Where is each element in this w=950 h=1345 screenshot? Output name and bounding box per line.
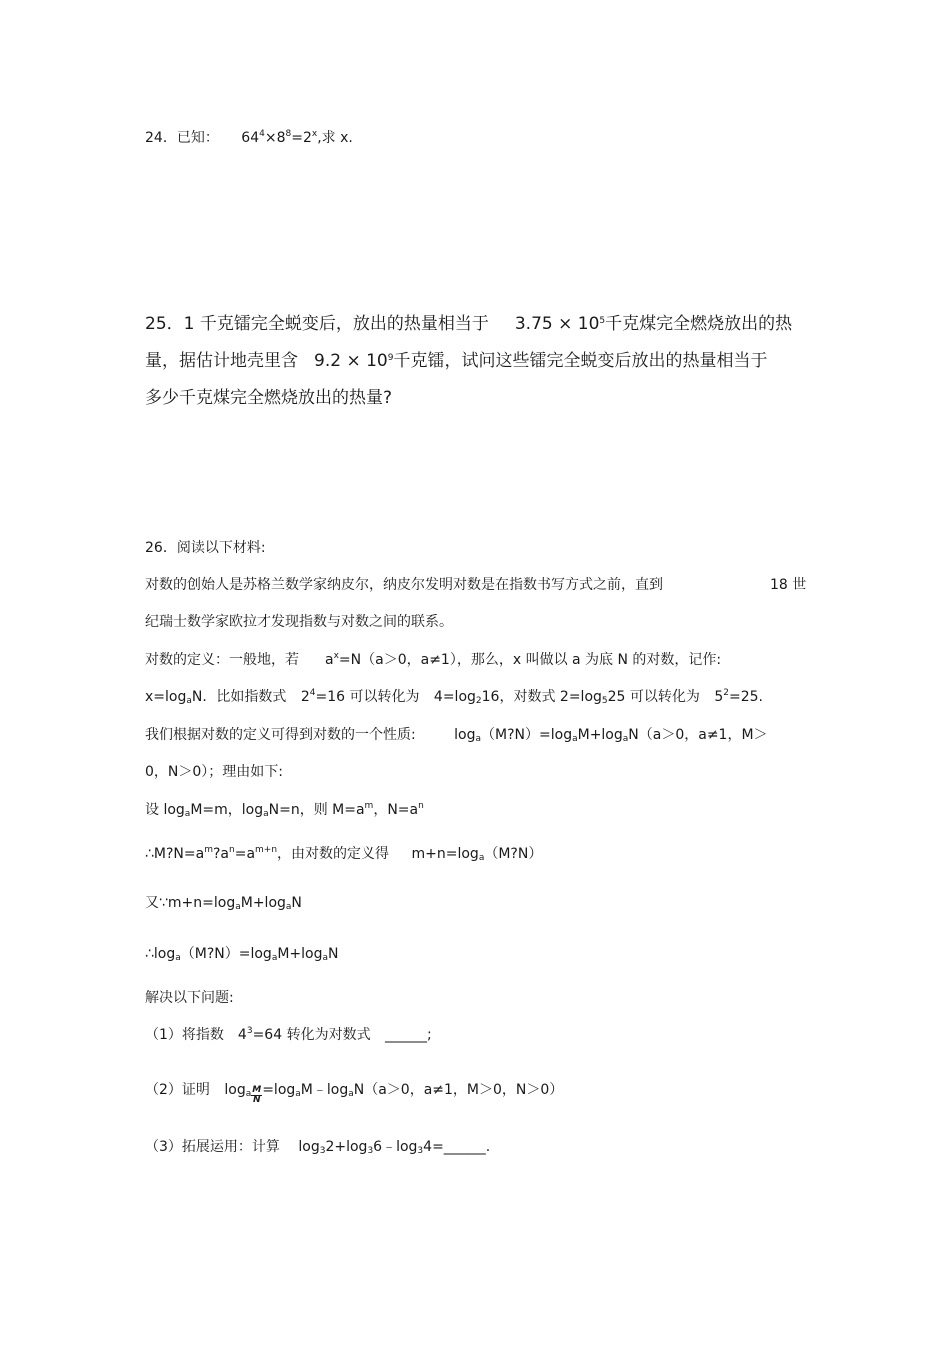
q26-example: $x=\log_aN$．比如指数式 $2^4=16$ 可以转化为 $4=\log_216$，对数式 $2=\log_525$ 可以转化为 $5^2=25$. [145,688,764,706]
q26-solve-heading: 解决以下问题: [145,990,234,1006]
q26-property-2: 0，N＞0）；理由如下: [145,764,284,780]
fraction-m-over-n: $\frac{M}{N}$ [252,1085,262,1105]
q24-number: 24． [145,130,177,146]
q26-property: 我们根据对数的定义可得到对数的一个性质: $\log_a(M?N)=\log_aM+\log_aN(a>0$，a≠1，M＞ [145,727,768,744]
q26-also: 又$\because m+n=\log_aM+\log_aN$ [145,895,302,912]
q26-sub-3: （3）拓展运用：计算 $\log_32+\log_36﹣\log_34=\_\_\_\_\_\_$. [145,1139,491,1156]
q26-setup: 设 $\log_aM=m$，$\log_aN=n$，则 $M=a^m$，$N=a^n$ [145,801,424,819]
q26-definition: 对数的定义：一般地，若 $a^x=N(a>0$，a≠1），那么，x 叫做以 a 为底 N 的对数，记作: [145,651,722,668]
q25-line-1: 25．1 千克镭完全蜕变后，放出的热量相当于 $3.75 \times 10^5$千克煤完全燃烧放出的热 [145,314,793,334]
q26-therefore-1: $\therefore M?N=a^m?a^n=a^{m+n}$，由对数的定义得 $m+n=\log_a(M?N)$ [145,845,543,863]
q26-sub-1: （1）将指数 $4^3=64$ 转化为对数式 ______; [145,1026,432,1043]
q26-para-1a: 对数的创始人是苏格兰数学家纳皮尔，纳皮尔发明对数是在指数书写方式之前，直到 [145,577,663,593]
q26-para-1b: 18 世 [770,577,807,593]
q26-title: 26．阅读以下材料: [145,540,266,556]
answer-blank-1[interactable]: ______ [385,1027,428,1043]
q24-line: 24．已知： $64^4\times 8^8=2^x$,求 x. [145,129,353,146]
q26-sub-2: （2）证明 $\log_a$ $\frac{M}{N}$ $=\log_aM﹣\log_aN(a>0$，a≠1，M＞0，N＞0） [145,1082,564,1105]
q26-para-2: 纪瑞士数学家欧拉才发现指数与对数之间的联系。 [145,614,453,630]
answer-blank-3[interactable]: ______ [443,1139,486,1155]
q26-therefore-2: $\therefore\log_a(M?N)=\log_aM+\log_aN$ [145,946,339,963]
q25-line-2: 量，据估计地壳里含 $9.2 \times 10^9$千克镭，试问这些镭完全蜕变后放出的热量相当于 [145,351,768,371]
q25-line-3: 多少千克煤完全燃烧放出的热量? [145,388,393,408]
